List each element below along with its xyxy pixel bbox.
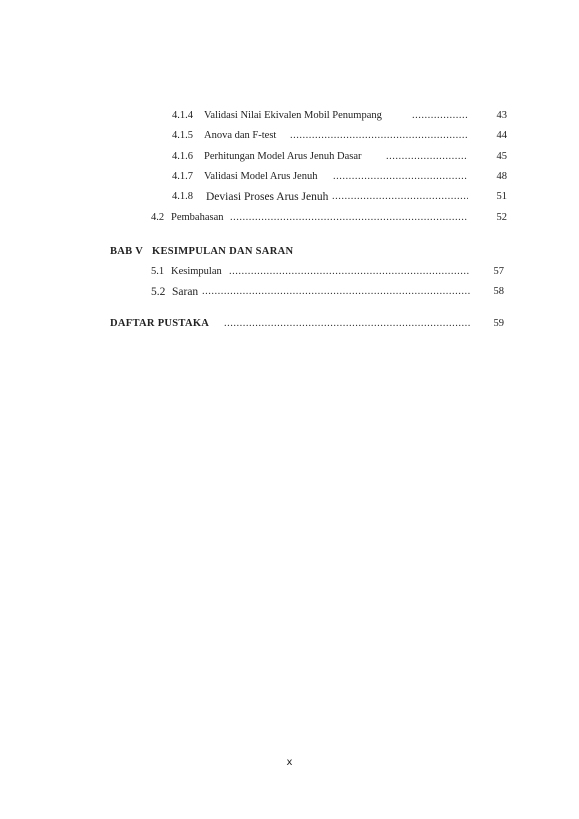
page-number: 45 bbox=[496, 151, 507, 162]
dot-leader bbox=[202, 284, 470, 300]
dot-leader bbox=[332, 189, 468, 205]
section-number: 5.1 bbox=[151, 266, 165, 277]
page-number: 58 bbox=[493, 286, 504, 297]
page-number: 48 bbox=[496, 171, 507, 182]
toc-entry-4-1-4[interactable] bbox=[0, 108, 579, 124]
section-title: Anova dan F-test bbox=[204, 130, 277, 141]
section-number: 5.2 bbox=[151, 286, 166, 298]
dot-leader bbox=[333, 169, 468, 185]
toc-entry-4-1-7[interactable] bbox=[0, 169, 579, 185]
page-number: 43 bbox=[496, 110, 507, 121]
dot-leader bbox=[290, 128, 468, 144]
page-number: 57 bbox=[493, 266, 504, 277]
page-number: 59 bbox=[493, 318, 504, 329]
footer-page-number: x bbox=[286, 757, 293, 768]
toc-entry-daftar-pustaka[interactable] bbox=[0, 316, 579, 332]
chapter-number: BAB V bbox=[110, 246, 144, 257]
section-number: 4.1.5 bbox=[172, 130, 193, 141]
page-number: 52 bbox=[496, 212, 507, 223]
chapter-title: KESIMPULAN DAN SARAN bbox=[152, 246, 294, 257]
page-number: 44 bbox=[496, 130, 507, 141]
section-number: 4.1.4 bbox=[172, 110, 193, 121]
dot-leader bbox=[230, 210, 468, 226]
section-title: Saran bbox=[172, 286, 199, 298]
section-title: Validasi Model Arus Jenuh bbox=[204, 171, 318, 182]
toc-entry-5-2[interactable] bbox=[0, 284, 579, 300]
toc-entry-4-1-8[interactable] bbox=[0, 189, 579, 205]
dot-leader bbox=[386, 149, 468, 165]
section-number: 4.1.6 bbox=[172, 151, 193, 162]
section-title: Kesimpulan bbox=[171, 266, 222, 277]
toc-entry-4-1-6[interactable] bbox=[0, 149, 579, 165]
chapter-title: DAFTAR PUSTAKA bbox=[110, 318, 210, 329]
dot-leader bbox=[224, 316, 470, 332]
section-number: 4.1.8 bbox=[172, 191, 193, 202]
toc-entry-4-1-5[interactable] bbox=[0, 128, 579, 144]
toc-entry-5-1[interactable] bbox=[0, 264, 579, 280]
section-title: Pembahasan bbox=[171, 212, 224, 223]
section-title: Perhitungan Model Arus Jenuh Dasar bbox=[204, 151, 362, 162]
dot-leader bbox=[412, 108, 468, 124]
section-number: 4.1.7 bbox=[172, 171, 193, 182]
section-title: Deviasi Proses Arus Jenuh bbox=[206, 191, 329, 203]
section-number: 4.2 bbox=[151, 212, 165, 223]
section-title: Validasi Nilai Ekivalen Mobil Penumpang bbox=[204, 110, 382, 121]
chapter-heading-bab-v[interactable] bbox=[0, 244, 579, 260]
dot-leader bbox=[229, 264, 470, 280]
toc-entry-4-2[interactable] bbox=[0, 210, 579, 226]
page-number: 51 bbox=[496, 191, 507, 202]
